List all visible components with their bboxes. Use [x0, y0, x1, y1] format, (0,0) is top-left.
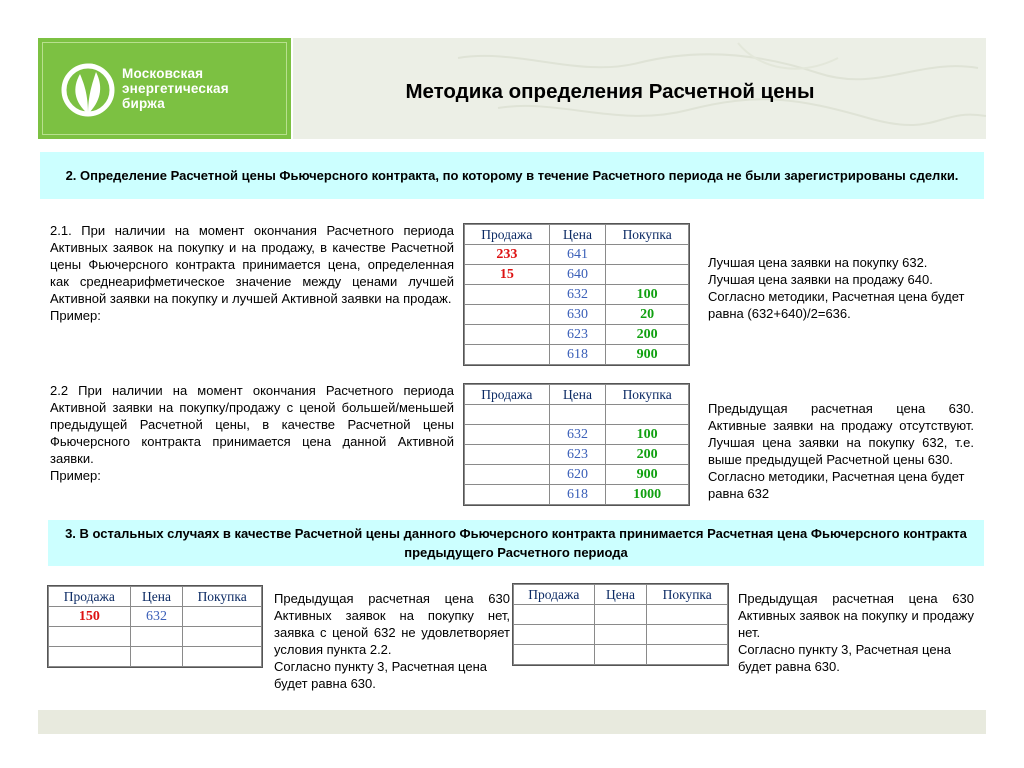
- section-2-banner-text: 2. Определение Расчетной цены Фьючерсного контракта, по которому в течение Расчетного периода не были зарегистрированы сделки.: [65, 168, 959, 183]
- rule-2-1-text: [50, 222, 454, 324]
- note-conclusion: Согласно методики, Расчетная цена будет равна 632: [708, 469, 965, 501]
- rule-2-2-note: [708, 400, 974, 502]
- sell-cell: [465, 425, 550, 445]
- rule-2-1-note: [708, 254, 978, 322]
- table-row: [465, 245, 689, 265]
- table-row: [465, 465, 689, 485]
- buy-cell: 200: [606, 325, 689, 345]
- price-cell: [130, 627, 183, 647]
- price-cell: 618: [549, 345, 606, 365]
- logo-text: [122, 66, 229, 111]
- leaf-logo-icon: [60, 58, 116, 118]
- sell-cell: [465, 485, 550, 505]
- table-row: [465, 265, 689, 285]
- logo-line-2: энергетическая: [122, 81, 229, 96]
- order-book-table-2-1: [464, 224, 689, 365]
- price-cell: 640: [549, 265, 606, 285]
- table-row: [49, 647, 262, 667]
- price-cell: [594, 645, 647, 665]
- sell-cell: [514, 605, 595, 625]
- buy-cell: [183, 607, 262, 627]
- sell-cell: [465, 325, 550, 345]
- sell-cell: [465, 465, 550, 485]
- price-cell: [594, 625, 647, 645]
- note-line: Лучшая цена заявки на покупку 632.: [708, 255, 928, 270]
- sell-cell: [514, 645, 595, 665]
- order-book-table-3a: [48, 586, 262, 667]
- buy-cell: [606, 245, 689, 265]
- buy-cell: [647, 645, 728, 665]
- buy-cell: 900: [606, 465, 689, 485]
- table-header-row: [465, 225, 689, 245]
- price-cell: 632: [130, 607, 183, 627]
- sell-cell: [514, 625, 595, 645]
- table-row: [49, 627, 262, 647]
- col-buy-header: Покупка: [647, 585, 728, 605]
- col-sell-header: Продажа: [465, 385, 550, 405]
- table-header-row: [514, 585, 728, 605]
- note-body: Предыдущая расчетная цена 630 Активных заявок на покупку нет, заявка с ценой 632 не удовлетворяет условия пункта 2.2.: [274, 591, 510, 657]
- note-line: Лучшая цена заявки на продажу 640.: [708, 272, 933, 287]
- col-buy-header: Покупка: [606, 225, 689, 245]
- buy-cell: 200: [606, 445, 689, 465]
- sell-cell: [465, 445, 550, 465]
- section-2-banner: [40, 152, 984, 199]
- table-row: [465, 445, 689, 465]
- rule-2-2-body: 2.2 При наличии на момент окончания Расчетного периода Активной заявки на покупку/продажу с ценой большей/меньшей предыдущей Расчетной цены, в качестве Расчетной цены Фьючерсного контракта принимается цена данной Активной заявки.: [50, 383, 454, 466]
- col-sell-header: Продажа: [465, 225, 550, 245]
- table-header-row: [465, 385, 689, 405]
- note-conclusion: Согласно пункту 3, Расчетная цена будет равна 630.: [738, 642, 951, 674]
- price-cell: 630: [549, 305, 606, 325]
- table-row: [465, 285, 689, 305]
- buy-cell: 900: [606, 345, 689, 365]
- col-price-header: Цена: [549, 225, 606, 245]
- sell-cell: [465, 305, 550, 325]
- rule-2-2-text: [50, 382, 454, 484]
- price-cell: [594, 605, 647, 625]
- note-body: Предыдущая расчетная цена 630. Активные заявки на продажу отсутствуют. Лучшая цена заявки на покупку 632, т.е. выше предыдущей Расчетной цены 630.: [708, 401, 974, 467]
- logo-line-1: Московская: [122, 66, 204, 81]
- table-row: [465, 425, 689, 445]
- table-header-row: [49, 587, 262, 607]
- sell-cell: [465, 405, 550, 425]
- price-cell: 618: [549, 485, 606, 505]
- note-body: Предыдущая расчетная цена 630 Активных заявок на покупку и продажу нет.: [738, 591, 974, 640]
- note-line: Согласно методики, Расчетная цена будет равна (632+640)/2=636.: [708, 289, 965, 321]
- sell-cell: 150: [49, 607, 131, 627]
- buy-cell: [183, 647, 262, 667]
- col-sell-header: Продажа: [49, 587, 131, 607]
- logo: [38, 38, 293, 139]
- logo-line-3: биржа: [122, 96, 165, 111]
- col-buy-header: Покупка: [183, 587, 262, 607]
- table-row: [514, 605, 728, 625]
- buy-cell: [183, 627, 262, 647]
- buy-cell: 100: [606, 425, 689, 445]
- order-book-table-3b: [513, 584, 728, 665]
- section-3-banner: [48, 520, 984, 566]
- section-3-note-b: [738, 590, 974, 675]
- buy-cell: 20: [606, 305, 689, 325]
- section-3-banner-text: 3. В остальных случаях в качестве Расчетной цены данного Фьючерсного контракта принимается Расчетная цена Фьючерсного контракта предыдущего Расчетного периода: [65, 526, 967, 560]
- sell-cell: [465, 285, 550, 305]
- buy-cell: [647, 625, 728, 645]
- table-row: [465, 305, 689, 325]
- sell-cell: 233: [465, 245, 550, 265]
- table-row: [465, 345, 689, 365]
- buy-cell: 1000: [606, 485, 689, 505]
- table-row: [465, 325, 689, 345]
- buy-cell: 100: [606, 285, 689, 305]
- sell-cell: [49, 647, 131, 667]
- price-cell: 641: [549, 245, 606, 265]
- col-price-header: Цена: [549, 385, 606, 405]
- price-cell: [130, 647, 183, 667]
- col-sell-header: Продажа: [514, 585, 595, 605]
- table-row: [514, 645, 728, 665]
- price-cell: 623: [549, 445, 606, 465]
- price-cell: 632: [549, 425, 606, 445]
- rule-2-1-example-label: Пример:: [50, 308, 101, 323]
- sell-cell: [465, 345, 550, 365]
- price-cell: 632: [549, 285, 606, 305]
- sell-cell: 15: [465, 265, 550, 285]
- price-cell: 623: [549, 325, 606, 345]
- price-cell: [549, 405, 606, 425]
- page-title: Методика определения Расчетной цены: [405, 80, 815, 103]
- table-row: [514, 625, 728, 645]
- table-row: [465, 485, 689, 505]
- rule-2-2-example-label: Пример:: [50, 468, 101, 483]
- footer-band: [38, 710, 986, 734]
- price-cell: 620: [549, 465, 606, 485]
- col-price-header: Цена: [594, 585, 647, 605]
- note-conclusion: Согласно пункту 3, Расчетная цена будет равна 630.: [274, 659, 487, 691]
- sell-cell: [49, 627, 131, 647]
- order-book-table-2-2: [464, 384, 689, 505]
- buy-cell: [606, 265, 689, 285]
- section-3-note-a: [274, 590, 510, 692]
- buy-cell: [647, 605, 728, 625]
- col-buy-header: Покупка: [606, 385, 689, 405]
- buy-cell: [606, 405, 689, 425]
- table-row: [465, 405, 689, 425]
- col-price-header: Цена: [130, 587, 183, 607]
- table-row: [49, 607, 262, 627]
- rule-2-1-body: 2.1. При наличии на момент окончания Расчетного периода Активных заявок на покупку и на продажу, в качестве Расчетной цены Фьючерсного контракта принимается цена, определенная как среднеарифметическое значение между ценами лучшей Активной заявки на покупку и лучшей Активной заявки на продаж.: [50, 223, 454, 306]
